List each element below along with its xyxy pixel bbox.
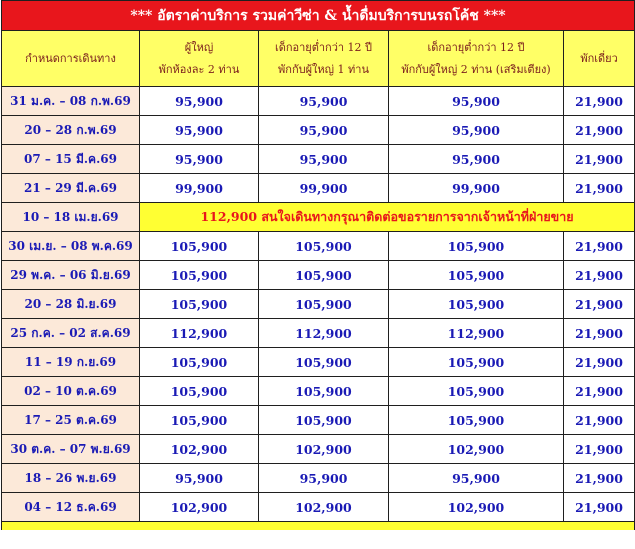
- header-period-label: กำหนดการเดินทาง: [25, 51, 116, 65]
- bottom-strip-row: [2, 522, 635, 531]
- table-row: [2, 232, 635, 261]
- row-adult-price: 105,900: [140, 232, 259, 261]
- row-child2-price: 102,900: [389, 435, 564, 464]
- header-child2-line2: พักกับผู้ใหญ่ 2 ท่าน (เสริมเตียง): [401, 62, 551, 76]
- row-date: 29 พ.ค. – 06 มิ.ย.69: [2, 261, 140, 290]
- header-child2: [389, 31, 564, 87]
- row-adult-price: 112,900: [140, 319, 259, 348]
- row-adult-price: 95,900: [140, 145, 259, 174]
- header-adult-line2: พักห้องละ 2 ท่าน: [158, 62, 240, 76]
- row-single-price: 21,900: [564, 435, 635, 464]
- table-row: [2, 435, 635, 464]
- row-adult-price: 95,900: [140, 464, 259, 493]
- row-date: 04 – 12 ธ.ค.69: [2, 493, 140, 522]
- row-date: 07 – 15 มี.ค.69: [2, 145, 140, 174]
- row-date: 11 – 19 ก.ย.69: [2, 348, 140, 377]
- row-child1-price: 95,900: [259, 87, 389, 116]
- row-single-price: 21,900: [564, 116, 635, 145]
- price-table: [1, 0, 635, 530]
- row-date: 20 – 28 ก.พ.69: [2, 116, 140, 145]
- row-child1-price: 95,900: [259, 145, 389, 174]
- row-single-price: 21,900: [564, 87, 635, 116]
- row-child1-price: 105,900: [259, 406, 389, 435]
- row-adult-price: 102,900: [140, 493, 259, 522]
- row-single-price: 21,900: [564, 319, 635, 348]
- row-child1-price: 95,900: [259, 464, 389, 493]
- row-child1-price: 105,900: [259, 232, 389, 261]
- row-child1-price: 105,900: [259, 261, 389, 290]
- title-row: [2, 1, 635, 31]
- row-adult-price: 105,900: [140, 290, 259, 319]
- row-child1-price: 105,900: [259, 377, 389, 406]
- header-adult: [140, 31, 259, 87]
- header-child1-line1: เด็กอายุต่ำกว่า 12 ปี: [274, 40, 373, 54]
- row-single-price: 21,900: [564, 493, 635, 522]
- row-single-price: 21,900: [564, 290, 635, 319]
- table-row: [2, 493, 635, 522]
- row-single-price: 21,900: [564, 232, 635, 261]
- special-row-note: 112,900 สนใจเดินทางกรุณาติดต่อขอรายการจากเจ้าหน้าที่ฝ่ายขาย: [140, 203, 635, 232]
- row-single-price: 21,900: [564, 174, 635, 203]
- header-single: [564, 31, 635, 87]
- row-adult-price: 95,900: [140, 116, 259, 145]
- row-date: 25 ก.ค. – 02 ส.ค.69: [2, 319, 140, 348]
- row-child2-price: 99,900: [389, 174, 564, 203]
- row-child1-price: 102,900: [259, 493, 389, 522]
- table-row: [2, 290, 635, 319]
- row-date: 17 – 25 ต.ค.69: [2, 406, 140, 435]
- row-child1-price: 99,900: [259, 174, 389, 203]
- row-single-price: 21,900: [564, 348, 635, 377]
- table-row: [2, 145, 635, 174]
- row-child2-price: 105,900: [389, 232, 564, 261]
- header-child1-line2: พักกับผู้ใหญ่ 1 ท่าน: [278, 62, 369, 76]
- header-adult-line1: ผู้ใหญ่: [184, 40, 214, 54]
- row-single-price: 21,900: [564, 377, 635, 406]
- table-row: [2, 116, 635, 145]
- table-row: [2, 87, 635, 116]
- row-child1-price: 102,900: [259, 435, 389, 464]
- bottom-strip: [2, 522, 635, 531]
- table-row: [2, 319, 635, 348]
- row-child2-price: 95,900: [389, 87, 564, 116]
- table-row: [2, 464, 635, 493]
- row-date: 18 – 26 พ.ย.69: [2, 464, 140, 493]
- row-adult-price: 95,900: [140, 87, 259, 116]
- header-single-label: พักเดี่ยว: [580, 51, 618, 65]
- row-single-price: 21,900: [564, 406, 635, 435]
- row-adult-price: 105,900: [140, 261, 259, 290]
- row-date: 21 – 29 มี.ค.69: [2, 174, 140, 203]
- row-date: 20 – 28 มิ.ย.69: [2, 290, 140, 319]
- row-single-price: 21,900: [564, 464, 635, 493]
- row-child2-price: 95,900: [389, 116, 564, 145]
- row-child2-price: 105,900: [389, 261, 564, 290]
- row-adult-price: 102,900: [140, 435, 259, 464]
- table-row: [2, 406, 635, 435]
- row-child2-price: 105,900: [389, 377, 564, 406]
- row-single-price: 21,900: [564, 261, 635, 290]
- row-child2-price: 95,900: [389, 464, 564, 493]
- table-title: *** อัตราค่าบริการ รวมค่าวีซ่า & น้ำดื่มบริการบนรถโค้ช ***: [2, 1, 635, 31]
- row-child2-price: 95,900: [389, 145, 564, 174]
- row-date: 30 ต.ค. – 07 พ.ย.69: [2, 435, 140, 464]
- row-date: 02 – 10 ต.ค.69: [2, 377, 140, 406]
- row-child2-price: 112,900: [389, 319, 564, 348]
- header-period: [2, 31, 140, 87]
- row-child1-price: 95,900: [259, 116, 389, 145]
- table-row: [2, 174, 635, 203]
- table-row: [2, 377, 635, 406]
- special-row-date: 10 – 18 เม.ย.69: [2, 203, 140, 232]
- table-row: [2, 348, 635, 377]
- header-child1: [259, 31, 389, 87]
- row-child1-price: 105,900: [259, 290, 389, 319]
- header-child2-line1: เด็กอายุต่ำกว่า 12 ปี: [427, 40, 525, 54]
- row-child1-price: 105,900: [259, 348, 389, 377]
- row-child2-price: 105,900: [389, 348, 564, 377]
- row-adult-price: 105,900: [140, 377, 259, 406]
- row-child2-price: 105,900: [389, 290, 564, 319]
- special-row: [2, 203, 635, 232]
- table-row: [2, 261, 635, 290]
- row-adult-price: 105,900: [140, 348, 259, 377]
- row-date: 31 ม.ค. – 08 ก.พ.69: [2, 87, 140, 116]
- row-adult-price: 99,900: [140, 174, 259, 203]
- row-date: 30 เม.ย. – 08 พ.ค.69: [2, 232, 140, 261]
- row-child2-price: 102,900: [389, 493, 564, 522]
- row-child2-price: 105,900: [389, 406, 564, 435]
- row-child1-price: 112,900: [259, 319, 389, 348]
- row-adult-price: 105,900: [140, 406, 259, 435]
- header-row: [2, 31, 635, 87]
- row-single-price: 21,900: [564, 145, 635, 174]
